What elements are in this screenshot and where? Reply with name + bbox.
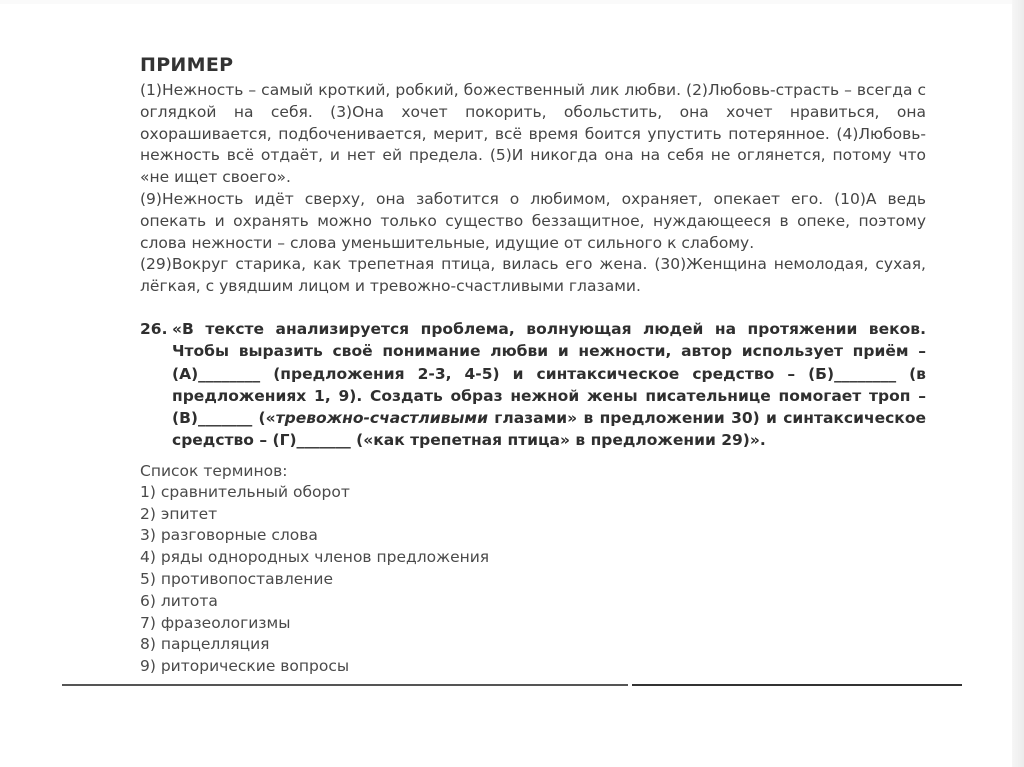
task-text-part-2: глазами» в предложении 30) и синтаксическое средство – (Г)_______ («как трепетная птица» в предложении 29)». (172, 409, 926, 450)
list-item: 6) литота (140, 591, 218, 610)
text-paragraph-2: (9)Нежность идёт сверху, она заботится о любимом, охраняет, опекает его. (10)А ведь опекать и охранять можно только существо беззащитное, нуждающееся в опеке, поэтому слова нежности – слова уменьшительные, идущие от сильного к слабому. (140, 189, 926, 252)
list-item: 2) эпитет (140, 504, 218, 523)
terms-list-title: Список терминов: (140, 461, 288, 480)
text-paragraph-3: (29)Вокруг старика, как трепетная птица, вилась его жена. (30)Женщина немолодая, сухая, лёгкая, с увядшим лицом и тревожно-счастливыми глазами. (140, 255, 926, 296)
page-title: ПРИМЕР (140, 54, 234, 76)
divider-left (62, 684, 628, 686)
task-26 (140, 318, 926, 452)
slide-right-edge (1012, 0, 1024, 767)
list-item: 4) ряды однородных членов предложения (140, 548, 490, 567)
divider-right (632, 684, 962, 686)
list-item: 9) риторические вопросы (140, 657, 350, 676)
list-item: 8) парцелляция (140, 635, 270, 654)
task-text-part-1: «В тексте анализируется проблема, волнующая людей на протяжении веков. Чтобы выразить своё понимание любви и нежности, автор использует приём – (А)________ (предложения 2-3, 4-5) и синтаксическое средство – (Б)________ (в предложениях 1, 9). Создать образ нежной жены писательнице помогает троп – (В)_______ (« (172, 319, 926, 428)
task-number: 26. (140, 319, 168, 338)
list-item: 5) противопоставление (140, 569, 334, 588)
text-paragraph-1: (1)Нежность – самый кроткий, робкий, божественный лик любви. (2)Любовь-страсть – всегда с оглядкой на себя. (3)Она хочет покорить, обольстить, она хочет нравиться, она охорашивается, подбочeнивается, мерит, всё время боится упустить потерянное. (4)Любовь-нежность всё отдаёт, и нет ей предела. (5)И никогда она на себя не оглянется, потому что «не ищет своего». (140, 81, 926, 187)
slide-top-edge (0, 0, 1024, 4)
task-text-italic: тревожно-счастливыми (275, 409, 488, 428)
terms-list (140, 482, 926, 678)
list-item: 1) сравнительный оборот (140, 482, 350, 501)
list-item: 7) фразеологизмы (140, 613, 291, 632)
list-item: 3) разговорные слова (140, 526, 318, 545)
document-page (140, 54, 926, 678)
